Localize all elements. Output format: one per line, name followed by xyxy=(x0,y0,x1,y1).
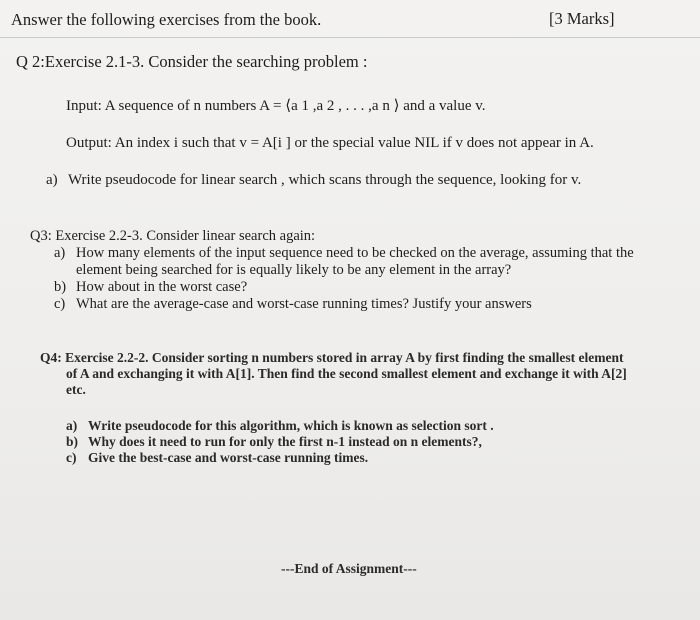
q4-item-b xyxy=(66,434,482,450)
q2-item-a xyxy=(46,172,581,189)
q4-title-line2: of A and exchanging it with A[1]. Then find the second smallest element and exchange it with A[2] xyxy=(66,366,627,381)
instruction-text: Answer the following exercises from the book. xyxy=(11,10,322,29)
q4-item-c-text: Give the best-case and worst-case running times. xyxy=(88,450,369,465)
q2-item-a-label: a) xyxy=(46,172,58,188)
q3-item-b xyxy=(54,279,247,295)
q4-item-a-text: Write pseudocode for this algorithm, which is known as selection sort . xyxy=(88,418,494,433)
q4-title-line1: Q4: Exercise 2.2-2. Consider sorting n numbers stored in array A by first finding the smallest element xyxy=(40,350,624,365)
marks-label: [3 Marks] xyxy=(549,9,615,28)
q2-input-text: Input: A sequence of n numbers A = ⟨a 1 ,a 2 , . . . ,a n ⟩ and a value v. xyxy=(66,98,486,114)
q3-item-a-line1: How many elements of the input sequence need to be checked on the average, assuming that the xyxy=(76,245,634,261)
q3-item-b-label: b) xyxy=(54,279,67,295)
q2-title: Q 2:Exercise 2.1-3. Consider the searching problem : xyxy=(16,52,368,71)
q4-item-c-label: c) xyxy=(66,450,77,465)
q3-item-a-line2: element being searched for is equally likely to be any element in the array? xyxy=(76,262,512,278)
q3-item-c-text: What are the average-case and worst-case running times? Justify your answers xyxy=(76,296,532,312)
end-of-assignment: ---End of Assignment--- xyxy=(281,561,417,576)
q2-item-a-text: Write pseudocode for linear search , which scans through the sequence, looking for v. xyxy=(68,172,582,188)
q2-output-text: Output: An index i such that v = A[i ] or the special value NIL if v does not appear in A. xyxy=(66,135,594,151)
q4-item-a xyxy=(66,418,494,434)
q4-item-b-label: b) xyxy=(66,434,79,449)
q4-item-c xyxy=(66,450,368,466)
q3-item-a-label: a) xyxy=(54,245,66,261)
q4-title-line3: etc. xyxy=(66,382,86,397)
q3-item-c-label: c) xyxy=(54,296,66,312)
header-divider xyxy=(0,37,700,38)
q4-item-b-text: Why does it need to run for only the first n-1 instead on n elements?, xyxy=(88,434,482,449)
q4-item-a-label: a) xyxy=(66,418,78,433)
q3-item-b-text: How about in the worst case? xyxy=(76,279,248,295)
q3-item-c xyxy=(54,296,532,312)
q3-item-a xyxy=(54,245,634,261)
q3-title: Q3: Exercise 2.2-3. Consider linear search again: xyxy=(30,228,316,244)
